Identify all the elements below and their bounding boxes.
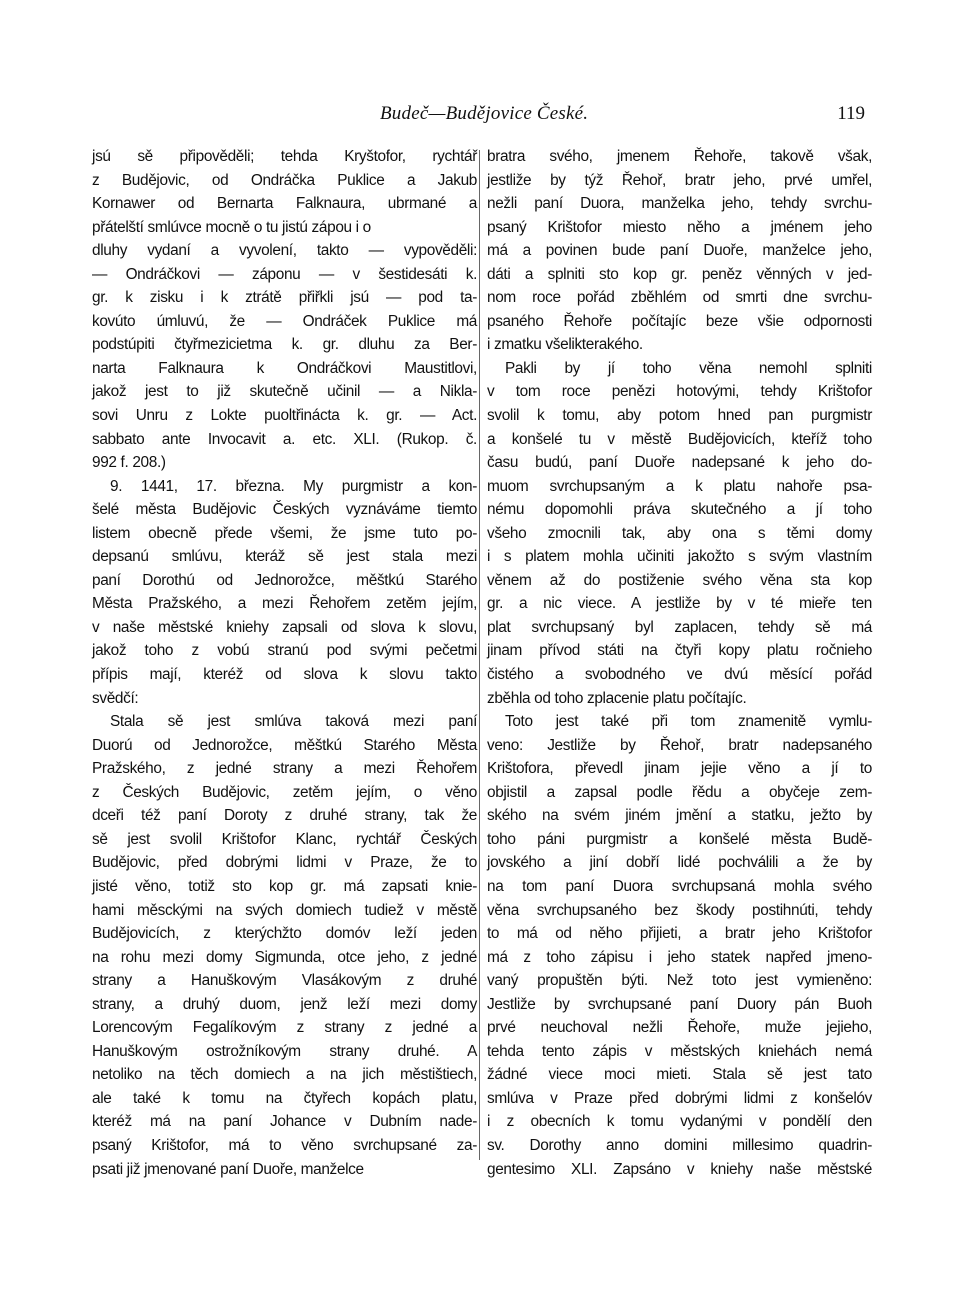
text-line: má a povinen bude paní Duoře, manželce jeho, xyxy=(487,242,872,260)
text-line: ského na svém jiném jmění a statku, ježto by xyxy=(487,807,872,825)
text-line: dáti a splniti sto kop gr. peněz věnných v jed- xyxy=(487,265,872,283)
text-line: Toto jest také při tom znamenitě vymlu- xyxy=(505,713,872,731)
text-line: v tom roce penězi hotovými, tehdy Krištofor xyxy=(487,383,872,401)
left-column xyxy=(92,145,477,1181)
text-line: nom roce pořád zběhlém od smrti dne svrchu- xyxy=(487,289,872,307)
text-line: psati již jmenované paní Duoře, manželce xyxy=(92,1160,364,1178)
text-line: z Českých Budějovic, zetěm jejím, o věno xyxy=(92,783,477,801)
text-line: jovského a jiní dobří lidé pochválili a že by xyxy=(487,854,872,872)
text-line: psaný Krištofor miesto něho a jménem jeho xyxy=(487,218,872,236)
text-line: plat svrchupsaný byl zaplacen, tehdy sě má xyxy=(487,618,872,636)
text-line: muom svrchupsaným a k platu nahoře psa- xyxy=(487,477,872,495)
text-line: Jestliže by svrchupsané paní Duory pán Buoh xyxy=(487,995,872,1013)
text-line: tehda tento zápis v městských kniehách nemá xyxy=(487,1042,872,1060)
text-line: nežli paní Duora, manželka jeho, tehdy svrchu- xyxy=(487,195,872,213)
text-line: Lorencovým Fegalíkovým z strany z jedné a xyxy=(92,1019,477,1037)
text-line: 992 f. 208.) xyxy=(92,454,166,472)
text-line: psaného Řehoře počítajíc beze všie odpornosti xyxy=(487,312,872,330)
text-line: i z obecních k tomu vydanými v pondělí den xyxy=(487,1113,872,1131)
text-line: času budú, paní Duoře nadepsané k jeho do- xyxy=(487,454,872,472)
running-head xyxy=(0,103,960,131)
text-line: to má od něho přijieti, a bratr jeho Krištofor xyxy=(487,925,872,943)
text-line: svolil k tomu, aby potom hned pan purgmistr xyxy=(487,407,872,425)
text-line: kovúto úmluvú, že — Ondráček Puklice má xyxy=(92,312,477,330)
text-line: podstúpiti čtyřmezicietma k. gr. dluhu za Ber- xyxy=(92,336,477,354)
text-line: v naše městské kniehy zapsali od slova k slovu, xyxy=(92,618,477,636)
text-line: veno: Jestliže by Řehoř, bratr nadepsaného xyxy=(487,736,872,754)
text-line: Krištofora, převedl jinam jejie věno a jí to xyxy=(487,760,872,778)
text-line: Pražského, z jedné strany a mezi Řehořem xyxy=(92,760,477,778)
text-line: — Ondráčkovi — záponu — v šestidesáti k. xyxy=(92,265,477,283)
text-line: Duorú od Jednorožce, měštkú Starého Města xyxy=(92,736,477,754)
text-line: dceři též paní Doroty z druhé strany, tak že xyxy=(92,807,477,825)
text-line: prvé neuchoval nežli Řehoře, muže jejieho, xyxy=(487,1019,872,1037)
text-line: paní Dorothú od Jednorožce, měštkú Starého xyxy=(92,571,477,589)
text-line: Města Pražského, a mezi Řehořem zetěm jejím, xyxy=(92,595,477,613)
text-line: přípis mají, kteréž od slova k slovu takto xyxy=(92,666,477,684)
text-line: gr. a nic viece. A jestliže by v té mieře ten xyxy=(487,595,872,613)
text-line: depsanú smlúvu, kteráž sě jest stala mezi xyxy=(92,548,477,566)
text-line: a konšelé tu v městě Budějovicích, kteříž toho xyxy=(487,430,872,448)
text-line: na tom paní Duora svrchupsaná mohla svého xyxy=(487,877,872,895)
text-line: jakož toho z vobú stranú pod svými pečetmi xyxy=(92,642,477,660)
text-line: hami měsckými na svých domiech tudiež v městě xyxy=(92,901,477,919)
text-line: nému dopomohli práva skutečného a jí toho xyxy=(487,501,872,519)
text-line: Budějovic, před dobrými lidmi v Praze, že to xyxy=(92,854,477,872)
text-line: sv. Dorothy anno domini millesimo quadrin- xyxy=(487,1136,872,1154)
text-line: přátelští smlúvce mocně o tu jistú zápou i o xyxy=(92,218,371,236)
right-column xyxy=(487,145,872,1181)
text-line: jakož jest to již skutečně učinil — a Nikla- xyxy=(92,383,477,401)
text-line: všeho zmocnili tak, aby ona s těmi domy xyxy=(487,524,872,542)
text-line: Hanuškovým ostrožníkovým strany druhé. A xyxy=(92,1042,477,1060)
text-line: toho páni purgmistr a konšelé města Budě- xyxy=(487,830,872,848)
text-line: sabbato ante Invocavit a. etc. XLI. (Rukop. č. xyxy=(92,430,477,448)
text-line: vaný propuštěn býti. Než toto jest vymieněno: xyxy=(487,972,872,990)
text-line: zběhla od toho zplacenie platu počítajíc. xyxy=(487,689,747,707)
text-line: i s platem mohla učiniti jakožto s svým vlastním xyxy=(487,548,872,566)
text-line: psaný Krištofor, má to věno svrchupsané za- xyxy=(92,1136,477,1154)
text-line: dluhy vydaní a vyvolení, takto — vypověděli: xyxy=(92,242,477,260)
text-line: narta Falknaura k Ondráčkovi Maustitlovi, xyxy=(92,359,477,377)
text-line: z Budějovic, od Ondráčka Puklice a Jakub xyxy=(92,171,477,189)
text-line: Stala sě jest smlúva taková mezi paní xyxy=(110,713,477,731)
text-line: sě jest svolil Krištofor Klanc, rychtář Českých xyxy=(92,830,477,848)
text-line: Kornawer od Bernarta Falknaura, ubrmané a xyxy=(92,195,477,213)
text-line: smlúva v Praze před dobrými lidmi z konšelóv xyxy=(487,1089,872,1107)
text-line: gentesimo XLI. Zapsáno v kniehy naše městské xyxy=(487,1160,872,1178)
text-line: Budějovicích, z kterýchžto domóv leží jeden xyxy=(92,925,477,943)
text-line: Pakli by jí toho věna nemohl splniti xyxy=(505,359,872,377)
text-line: listem obecně přede všemi, že jsme tuto po- xyxy=(92,524,477,542)
page-number: 119 xyxy=(837,103,865,124)
text-line: strany, a druhý duom, jenž leží mezi domy xyxy=(92,995,477,1013)
text-line: sovi Unru z Lokte puoltřináсta k. gr. — Act. xyxy=(92,407,477,425)
text-line: na rohu mezi domy Sigmunda, otce jeho, z jedné xyxy=(92,948,477,966)
text-line: jsú sě připověděli; tehda Kryštofor, rychtář xyxy=(92,148,477,165)
text-line: věnem až do postiženie svého věna sta kop xyxy=(487,571,872,589)
text-line: ale také k tomu na čtyřech kopách platu, xyxy=(92,1089,477,1107)
text-line: strany a Hanuškovým Vlasákovým z druhé xyxy=(92,972,477,990)
text-line: čistého a svobodného ve dvú měsící pořád xyxy=(487,666,872,684)
text-line: objistil a zapsal podle řědu a obyčeje zem- xyxy=(487,783,872,801)
column-divider xyxy=(479,150,480,1160)
text-line: šelé města Budějovic Českých vyznáváme tiemto xyxy=(92,501,477,519)
text-line: jisté věno, totiž sto kop gr. má zapsati knie- xyxy=(92,877,477,895)
text-line: bratra svého, jmenem Řehoře, takově však, xyxy=(487,148,872,165)
text-line: 9. 1441, 17. března. My purgmistr a kon- xyxy=(110,477,477,495)
text-line: jestliže by týž Řehoř, bratr jeho, prvé umřel, xyxy=(487,171,872,189)
text-line: i zmatku všelikterakého. xyxy=(487,336,643,354)
text-line: věna svrchupsaného bez škody postihnúti, tehdy xyxy=(487,901,872,919)
text-line: jinam přívod státi na čtyři kopy platu ročnieho xyxy=(487,642,872,660)
text-line: má z toho zápisu i jeho statek napřed jmeno- xyxy=(487,948,872,966)
text-line: žádné viece moci mieti. Stala sě jest tato xyxy=(487,1066,872,1084)
running-title: Budeč—Budějovice České. xyxy=(380,103,589,124)
text-line: netoliko na těch domiech a na jich městištiech, xyxy=(92,1066,477,1084)
text-line: gr. k zisku i k ztrátě přiřkli jsú — pod ta- xyxy=(92,289,477,307)
text-line: svědčí: xyxy=(92,689,139,707)
text-line: kteréž má na paní Johance v Dubním nade- xyxy=(92,1113,477,1131)
